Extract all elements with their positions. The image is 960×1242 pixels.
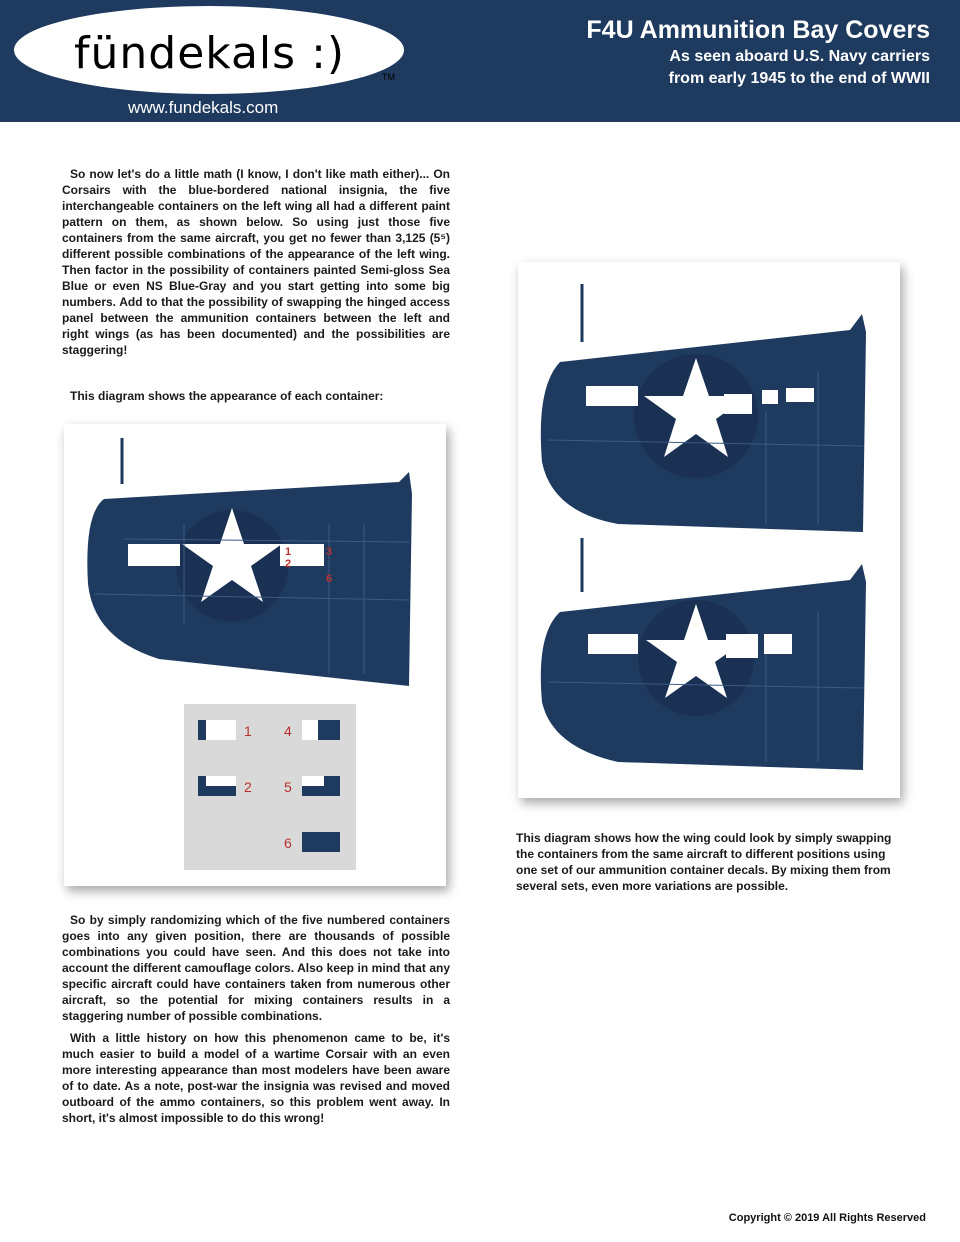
swap-caption: This diagram shows how the wing could look by simply swapping the containers from the same aircraft to different positions using one set of our ammunition container decals. By mixing them from several sets, even more variations are possible. xyxy=(516,831,892,893)
page-subtitle-line2: from early 1945 to the end of WWII xyxy=(668,70,930,87)
diagram-intro-text: This diagram shows the appearance of each container: xyxy=(70,389,384,403)
legend-number-5: 5 xyxy=(284,779,292,795)
site-url[interactable]: www.fundekals.com xyxy=(128,98,279,117)
legend-number-2: 2 xyxy=(244,779,252,795)
left-wing-drawing xyxy=(87,438,412,686)
copyright-notice: Copyright © 2019 All Rights Reserved xyxy=(728,1212,926,1224)
legend-number-1: 1 xyxy=(244,723,252,739)
logo[interactable] xyxy=(14,6,404,94)
wing-label-6: 6 xyxy=(326,573,333,585)
randomizing-paragraph: So by simply randomizing which of the five numbered containers goes into any given position, there are thousands of possible combinations you could have seen. And this does not take into account the different camouflage colors. Also keep in mind that any specific aircraft could have containers taken from numerous other aircraft, so the potential for mixing containers results in a staggering number of possible combinations. xyxy=(62,913,450,1023)
page-title: F4U Ammunition Bay Covers xyxy=(586,16,930,44)
header-banner xyxy=(0,0,960,122)
title-block xyxy=(586,14,930,90)
container-legend xyxy=(184,704,356,870)
wing-variations-panel xyxy=(518,262,900,798)
logo-trademark: TM xyxy=(382,72,395,82)
container-diagram-panel xyxy=(64,424,446,886)
logo-text: fündekals :) xyxy=(74,28,346,79)
wing-label-3: 3 xyxy=(326,546,333,558)
intro-paragraph: So now let's do a little math (I know, I don't like math either)... On Corsairs with the blue-bordered national insignia, the five interchangeable containers on the left wing all had a different paint pattern on them, as shown below. So using just those five containers from the same aircraft, you get no fewer than 3,125 (5⁵) different possible combinations of the appearance of the left wing. Then factor in the possibility of containers painted Semi-gloss Sea Blue or even NS Blue-Gray and you start getting into some big numbers. Add to that the possibility of swapping the hinged access panel between the ammunition containers between the left and right wings (as has been documented) and the possibilities are staggering! xyxy=(62,167,450,357)
wing-label-1: 1 xyxy=(285,546,292,558)
legend-number-6: 6 xyxy=(284,835,292,851)
wing-variation-top xyxy=(541,284,866,532)
history-paragraph: With a little history on how this phenomenon came to be, it's much easier to build a model of a wartime Corsair with an even more interesting appearance than most modelers have been aware of to date. As a note, post-war the insignia was revised and moved outboard of the ammo containers, so this problem went away. In short, it's almost impossible to do this wrong! xyxy=(62,1031,450,1125)
legend-number-4: 4 xyxy=(284,723,292,739)
page-subtitle-line1: As seen aboard U.S. Navy carriers xyxy=(669,48,930,65)
wing-variation-bottom xyxy=(541,538,866,770)
wing-label-2: 2 xyxy=(285,558,292,570)
